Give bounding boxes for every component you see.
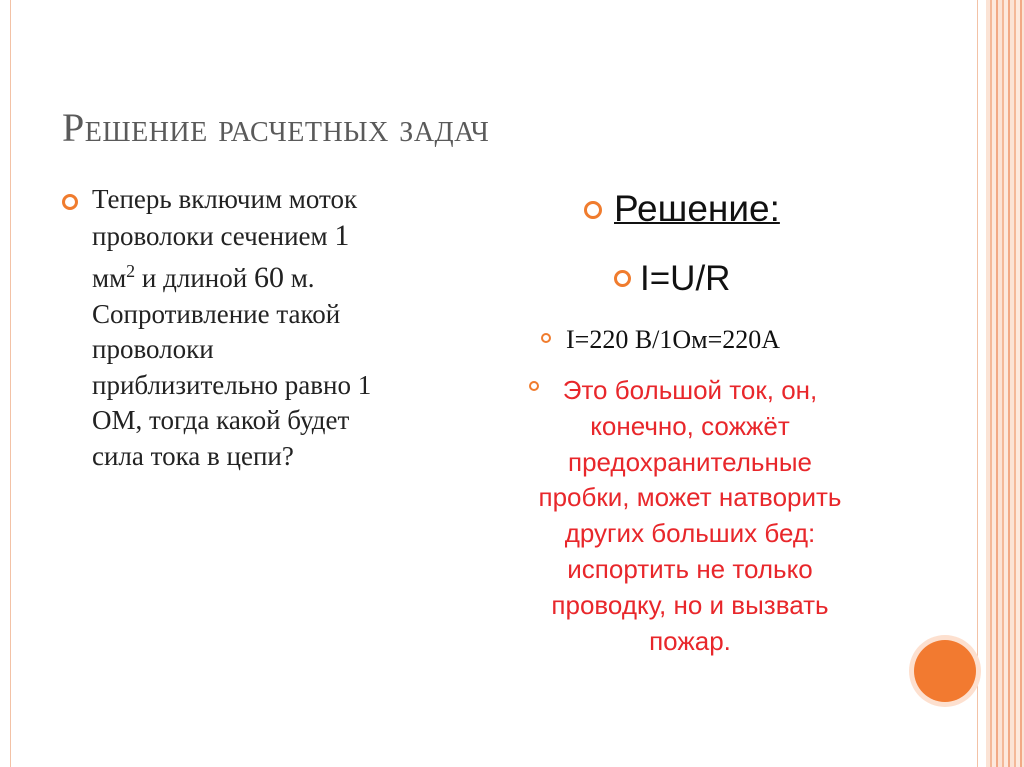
problem-line: ОМ, тогда какой будет — [92, 405, 350, 435]
formula: I=U/R — [640, 259, 731, 298]
problem-line: и длиной — [135, 263, 254, 293]
decorative-stripes — [986, 0, 1024, 767]
calculation: I=220 В/1Ом=220А — [566, 325, 781, 354]
bullet-icon — [62, 194, 78, 210]
problem-line: сила тока в цепи? — [92, 440, 294, 471]
decorative-circle — [914, 640, 976, 702]
problem-number: 60 — [253, 261, 284, 294]
bullet-icon — [614, 270, 631, 287]
problem-superscript: 2 — [126, 261, 136, 281]
problem-text — [92, 182, 432, 474]
problem-line: Теперь включим моток — [92, 184, 358, 214]
conclusion-text: Это большой ток, он, конечно, сожжёт предохранительные пробки, может натворить других больших бед: испортить не только проводку, но и вызвать пожар. — [538, 375, 842, 656]
problem-line: Сопротивление такой — [92, 298, 341, 329]
bullet-icon — [541, 333, 551, 343]
problem-line: приблизительно равно 1 — [92, 369, 372, 400]
problem-unit: мм — [92, 263, 127, 293]
problem-line: проволоки — [92, 334, 214, 364]
problem-number: 1 — [334, 218, 350, 252]
slide-title: Решение расчетных задач — [62, 105, 490, 150]
problem-line: м. — [283, 263, 315, 293]
problem-line: проволоки сечением — [92, 220, 335, 251]
solution-label: Решение: — [614, 188, 780, 229]
bullet-icon — [584, 201, 602, 219]
